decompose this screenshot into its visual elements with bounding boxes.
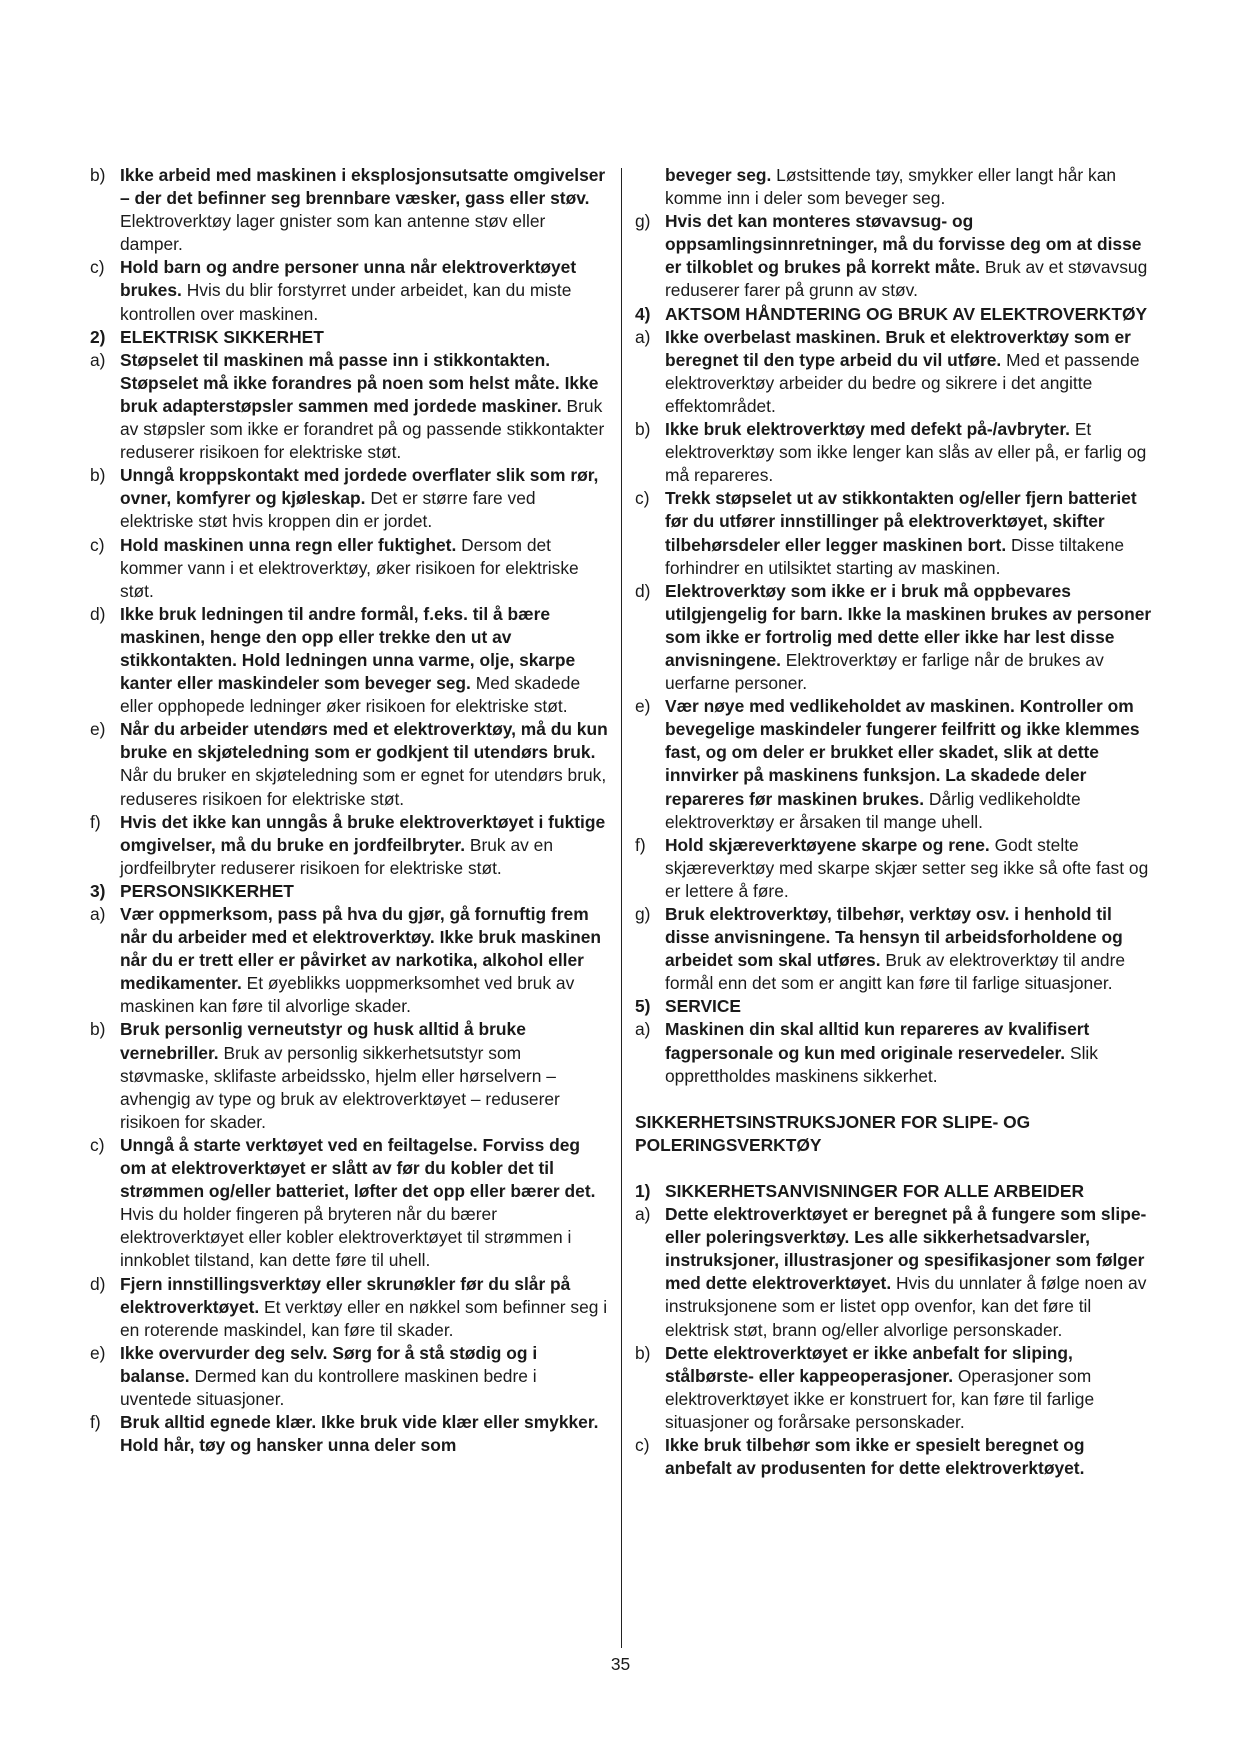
list-item-a-alert: a) Vær oppmerksom, pass på hva du gjør, gå fornuftig frem når du arbeider med et elektroverktøy. Ikke bruk maskinen når du er trett eller er påvirket av narkotika, alkohol eller medikamenter. Et øyeblikks uoppmerksomhet ved bruk av maskinen kan føre til alvorlige skader. <box>90 904 602 1017</box>
list-item-e-outdoor: e) Når du arbeider utendørs med et elektroverktøy, må du kun bruke en skjøteledning som er godkjent til utendørs bruk. Når du bruker en skjøteledning som er egnet for utendørs bruk, reduseres risikoen for elektriske støt. <box>90 719 608 809</box>
list-item-c-start: c) Unngå å starte verktøyet ved en feiltagelse. Forviss deg om at elektroverktøyet er slått av før du kobler det til strømmen og/eller batteriet, løfter det opp eller bærer det. Hvis du holder fingeren på bryteren når du bærer elektroverktøyet eller kobler elektroverktøyet til strømmen i innkoblet tilstand, kan dette føre til uhell. <box>90 1134 596 1271</box>
list-item-g-dust: g) Hvis det kan monteres støvavsug- og oppsamlingsinnretninger, må du forvisse deg om at disse er tilkoblet og brukes på korrekt måte. Bruk av et støvavsug reduserer farer på grunn av støv. <box>635 211 1148 301</box>
list-item-a-intended-use: a) Dette elektroverktøyet er beregnet på å fungere som slipe- eller poleringsverktøy. Les alle sikkerhetsadvarsler, instruksjoner, illustrasjoner og spesifikasjoner som følger med dette elektroverktøyet. Hvis du unnlater å følge noen av instruksjonene som er listet opp ovenfor, kan det føre til elektrisk støt, brann og/eller alvorlige personskader. <box>635 1204 1147 1340</box>
list-item-e-balance: e) Ikke overvurder deg selv. Sørg for å stå stødig og i balanse. Dermed kan du kontrollere maskinen bedre i uventede situasjoner. <box>90 1342 538 1409</box>
list-item-d-storage: d) Elektroverktøy som ikke er i bruk må oppbevares utilgjengelig for barn. Ikke la maskinen brukes av personer som ikke er fortrolig med dette eller ikke har lest disse anvisningene. Elektroverktøy er farlige når de brukes av uerfarne personer. <box>635 580 1152 694</box>
list-item-c-unplug: c) Trekk støpselet ut av stikkontakten og/eller fjern batteriet før du utfører innstillinger på elektroverktøyet, skifter tilbehørsdeler eller legger maskinen bort. Disse tiltakene forhindrer en utilsiktet starting av maskinen. <box>635 488 1137 578</box>
list-item-f-sharp: f) Hold skjæreverktøyene skarpe og rene. Godt stelte skjæreverktøy med skarpe skjær setter seg ikke så ofte fast og er lettere å føre. <box>635 834 1149 901</box>
list-item-g-accessories: g) Bruk elektroverktøy, tilbehør, verktøy osv. i henhold til disse anvisningene. Ta hensyn til arbeidsforholdene og arbeidet som skal utføres. Bruk av elektroverktøy til andre formål enn det som er angitt kan føre til farlige situasjoner. <box>635 904 1126 994</box>
section-heading-electrical: 2) ELEKTRISK SIKKERHET <box>90 326 324 347</box>
page-number: 35 <box>610 1654 631 1674</box>
column-divider <box>621 168 622 1648</box>
list-item-continued: beveger seg. Løstsittende tøy, smykker eller langt hår kan komme inn i deler som beveger seg. <box>665 165 1117 209</box>
right-column <box>635 164 1155 1480</box>
list-item-b-not-recommended: b) Dette elektroverktøyet er ikke anbefalt for sliping, stålbørste- eller kappeoperasjoner. Operasjoner som elektroverktøyet ikke er konstruert for, kan føre til farlige situasjoner og forårsake personskader. <box>635 1342 1095 1432</box>
section-heading-service: 5) SERVICE <box>635 996 742 1017</box>
list-item-a-overload: a) Ikke overbelast maskinen. Bruk et elektroverktøy som er beregnet til den type arbeid du vil utføre. Med et passende elektroverktøy arbeider du bedre og sikrere i det angitte effektområdet. <box>635 326 1140 416</box>
main-heading-grinding-polishing: SIKKERHETSINSTRUKSJONER FOR SLIPE- OG POLERINGSVERKTØY <box>635 1111 1031 1155</box>
list-item-c-rain: c) Hold maskinen unna regn eller fuktighet. Dersom det kommer vann i et elektroverktøy, øker risikoen for elektriske støt. <box>90 534 579 601</box>
list-item-b-switch: b) Ikke bruk elektroverktøy med defekt på-/avbryter. Et elektroverktøy som ikke lenger kan slås av eller på, er farlig og må repareres. <box>635 419 1147 486</box>
list-item-f-rcd: f) Hvis det ikke kan unngås å bruke elektroverktøyet i fuktige omgivelser, må du bruke en jordfeilbryter. Bruk av en jordfeilbryter reduserer risikoen for elektriske støt. <box>90 811 606 878</box>
list-item-b-grounded: b) Unngå kroppskontakt med jordede overflater slik som rør, ovner, komfyrer og kjøleskap. Det er større fare ved elektriske støt hvis kroppen din er jordet. <box>90 465 599 532</box>
list-item-b-protective: b) Bruk personlig verneutstyr og husk alltid å bruke vernebriller. Bruk av personlig sikkerhetsutstyr som støvmaske, sklifaste arbeidssko, hjelm eller hørselvern – avhengig av type og bruk av elektroverktøyet – reduserer risikoen for skader. <box>90 1019 560 1132</box>
section-heading-careful-use: 4) AKTSOM HÅNDTERING OG BRUK AV ELEKTROVERKTØY <box>635 303 1148 324</box>
section-heading-all-work: 1) SIKKERHETSANVISNINGER FOR ALLE ARBEIDER <box>635 1180 1085 1201</box>
list-item-d-cord: d) Ikke bruk ledningen til andre formål, f.eks. til å bære maskinen, henge den opp eller trekke den ut av stikkontakten. Hold ledningen unna varme, olje, skarpe kanter eller maskindeler som beveger seg. Med skadede eller opphopede ledninger øker risikoen for elektriske støt. <box>90 603 581 717</box>
list-item-d-keys: d) Fjern innstillingsverktøy eller skrunøkler før du slår på elektroverktøyet. Et verktøy eller en nøkkel som befinner seg i en roterende maskindel, kan føre til skader. <box>90 1273 608 1340</box>
list-item-c-children: c) Hold barn og andre personer unna når elektroverktøyet brukes. Hvis du blir forstyrret under arbeidet, kan du miste kontrollen over maskinen. <box>90 257 577 324</box>
list-item-c-accessories: c) Ikke bruk tilbehør som ikke er spesielt beregnet og anbefalt av produsenten for dette elektroverktøyet. <box>635 1434 1085 1479</box>
list-item-a-repair: a) Maskinen din skal alltid kun repareres av kvalifisert fagpersonale og kun med originale reservedeler. Slik opprettholdes maskinens sikkerhet. <box>635 1019 1098 1086</box>
list-item-b-explosive: b) Ikke arbeid med maskinen i eksplosjonsutsatte omgivelser – der det befinner seg brennbare væsker, gass eller støv. Elektroverktøy lager gnister som kan antenne støv eller damper. <box>90 165 606 255</box>
left-column <box>90 164 610 1457</box>
list-item-e-maintenance: e) Vær nøye med vedlikeholdet av maskinen. Kontroller om bevegelige maskindeler fungerer feilfritt og ikke klemmes fast, og om deler er brukket eller skadet, slik at dette innvirker på maskinens funksjon. La skadede deler repareres før maskinen brukes. Dårlig vedlikeholdte elektroverktøy er årsaken til mange uhell. <box>635 696 1140 832</box>
section-heading-personal: 3) PERSONSIKKERHET <box>90 880 294 901</box>
list-item-a-plug: a) Støpselet til maskinen må passe inn i stikkontakten. Støpselet må ikke forandres på noen som helst måte. Ikke bruk adapterstøpsler sammen med jordede maskiner. Bruk av støpsler som ikke er forandret på og passende stikkontakter reduserer risikoen for elektriske støt. <box>90 349 605 463</box>
list-item-f-clothes: f) Bruk alltid egnede klær. Ikke bruk vide klær eller smykker. Hold hår, tøy og hansker unna deler som <box>90 1412 599 1456</box>
